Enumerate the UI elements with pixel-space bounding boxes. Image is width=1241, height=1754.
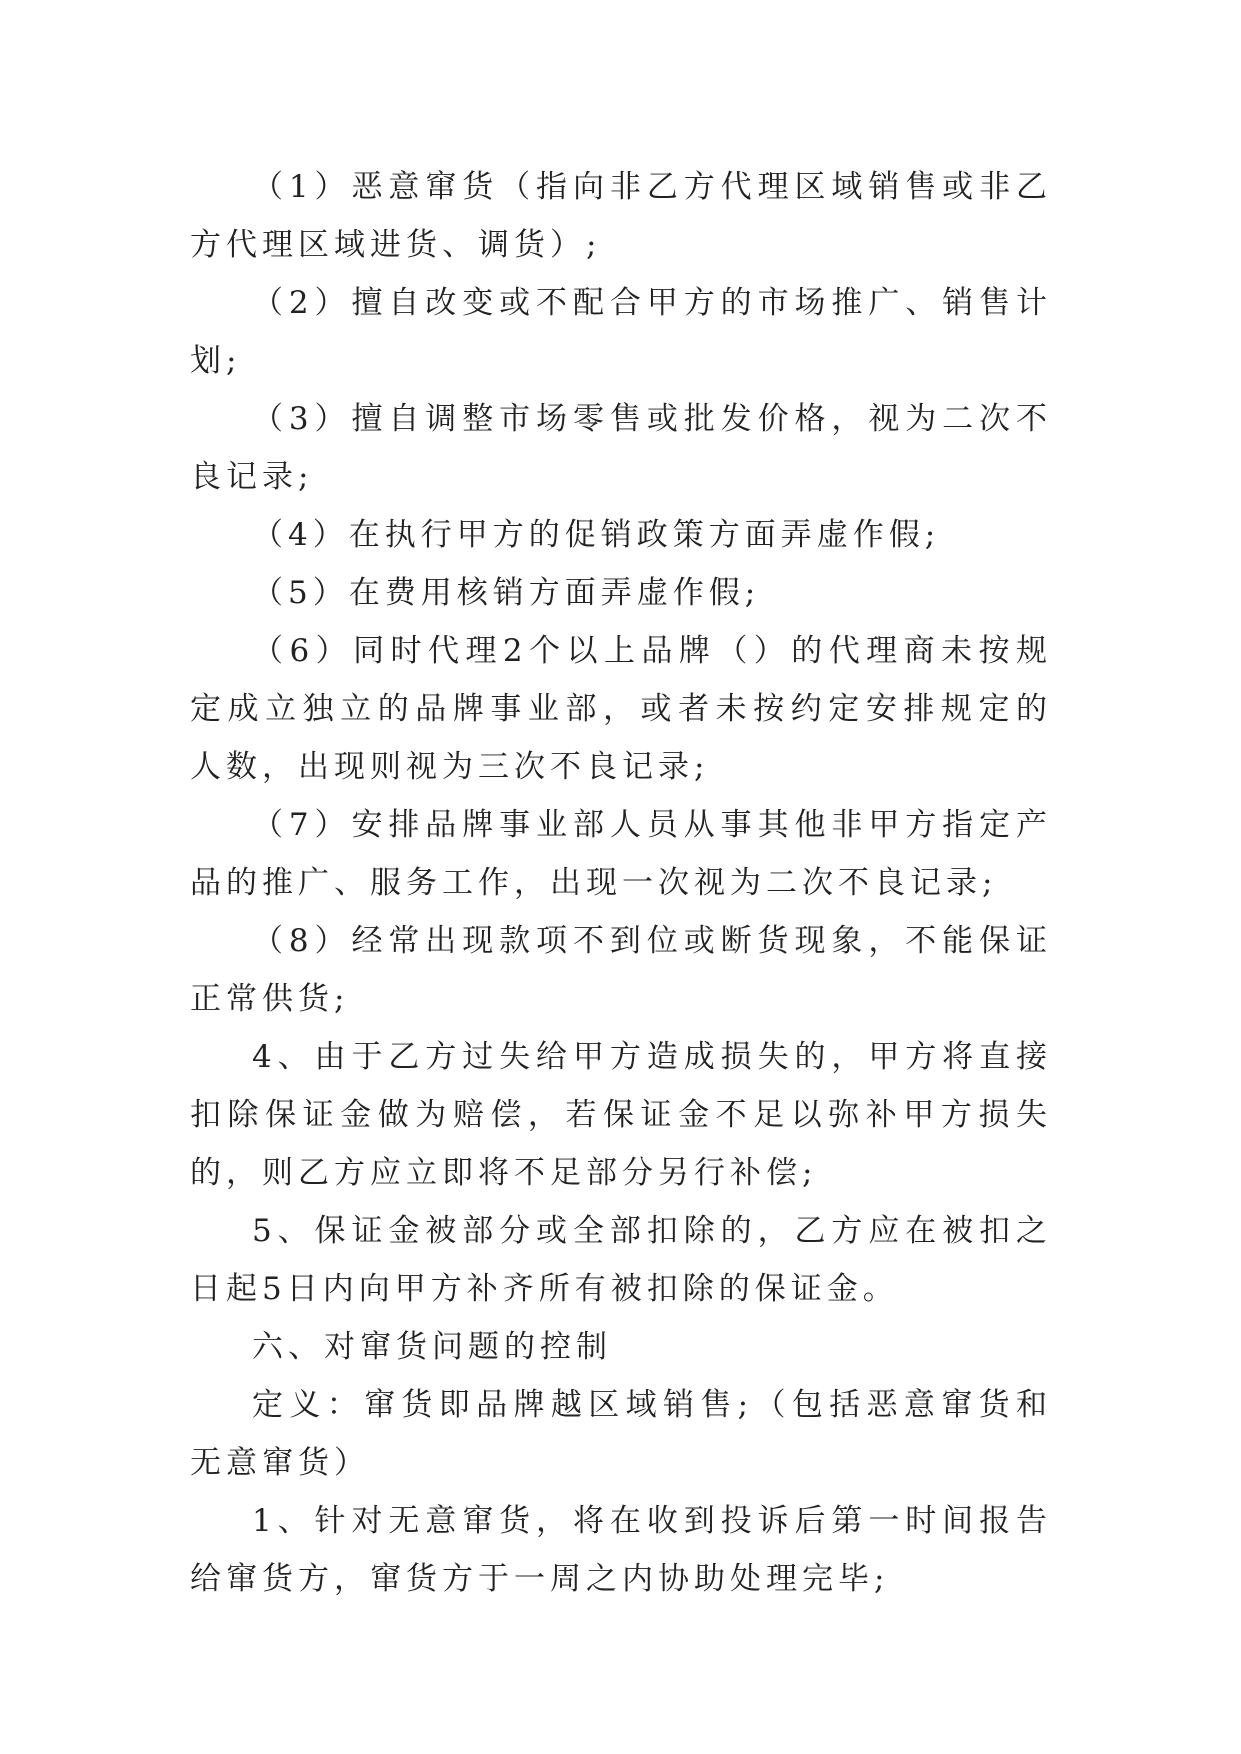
paragraph-1: （1）恶意窜货（指向非乙方代理区域销售或非乙方代理区域进货、调货）; [190, 169, 1052, 263]
paragraph-5: （5）在费用核销方面弄虚作假; [252, 575, 761, 611]
paragraph-6: （6）同时代理2个以上品牌（）的代理商未按规定成立独立的品牌事业部，或者未按约定安排规定的人数，出现则视为三次不良记录; [190, 633, 1052, 785]
document-body [190, 158, 1052, 1608]
paragraph-7: （7）安排品牌事业部人员从事其他非甲方指定产品的推广、服务工作，出现一次视为二次不良记录; [190, 807, 1052, 901]
paragraph-3: （3）擅自调整市场零售或批发价格，视为二次不良记录; [190, 401, 1052, 495]
paragraph-2: （2）擅自改变或不配合甲方的市场推广、销售计划; [190, 285, 1052, 379]
paragraph-9: 4、由于乙方过失给甲方造成损失的，甲方将直接扣除保证金做为赔偿，若保证金不足以弥补甲方损失的，则乙方应立即将不足部分另行补偿; [190, 1039, 1052, 1191]
paragraph-8: （8）经常出现款项不到位或断货现象，不能保证正常供货; [190, 923, 1052, 1017]
paragraph-13: 1、针对无意窜货，将在收到投诉后第一时间报告给窜货方，窜货方于一周之内协助处理完毕; [190, 1503, 1052, 1597]
paragraph-10: 5、保证金被部分或全部扣除的，乙方应在被扣之日起5日内向甲方补齐所有被扣除的保证金。 [190, 1213, 1052, 1307]
paragraph-4: （4）在执行甲方的促销政策方面弄虚作假; [252, 517, 941, 553]
section-heading-6: 六、对窜货问题的控制 [252, 1329, 612, 1365]
definition-paragraph: 定义：窜货即品牌越区域销售;（包括恶意窜货和无意窜货） [190, 1387, 1052, 1481]
